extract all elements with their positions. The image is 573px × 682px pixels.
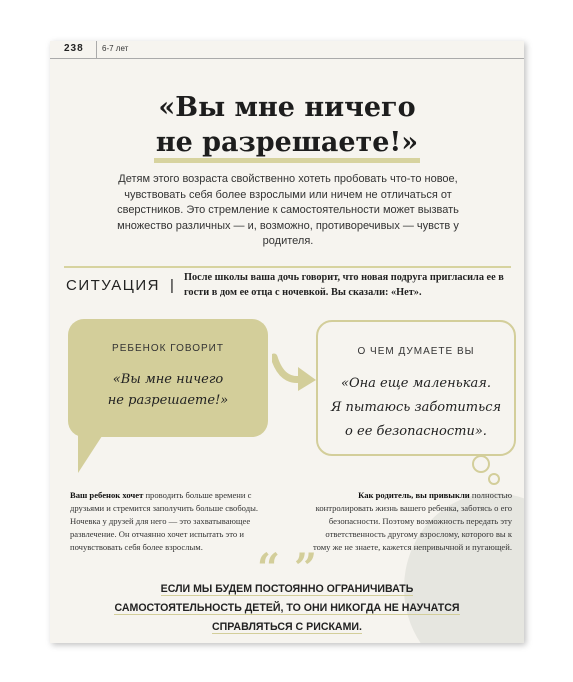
parent-bubble-quote [318, 372, 514, 444]
title-line-2-wrap [50, 125, 524, 160]
child-bubble-quote [68, 369, 268, 411]
pull-quote-line-1: ЕСЛИ МЫ БУДЕМ ПОСТОЯННО ОГРАНИЧИВАТЬ [160, 583, 414, 595]
header-divider [96, 41, 97, 58]
pull-quote [80, 580, 494, 637]
arrow-right-icon [272, 353, 318, 393]
parent-quote-line-1: «Она еще маленькая. [341, 376, 491, 391]
parent-explanation-lead: Как родитель, вы привыкли [358, 490, 470, 500]
title-line-1: «Вы мне ничего [158, 92, 416, 123]
child-speech-bubble [68, 319, 268, 437]
parent-quote-line-3: о ее безопасности». [345, 424, 487, 439]
parent-bubble-label: О ЧЕМ ДУМАЕТЕ ВЫ [357, 346, 475, 357]
child-explanation-text: проводить больше времени с друзьями и стремится заполучить больше свободы. Ночевка у друзей для него — это захватывающее развлечение. Он отчаянно хочет испытать это и почувствовать себя более взрослым. [70, 490, 259, 552]
situation-separator: | [170, 277, 174, 294]
pull-quote-line-3-wrap [80, 618, 494, 637]
parent-thought-bubble [316, 320, 516, 456]
page-number: 238 [64, 43, 84, 54]
quotation-marks-icon: “ ” [257, 545, 317, 592]
pull-quote-line-2: САМОСТОЯТЕЛЬНОСТЬ ДЕТЕЙ, ТО ОНИ НИКОГДА НЕ НАУЧАТСЯ [114, 602, 460, 614]
situation-divider [64, 266, 511, 268]
child-quote-line-2: не разрешаете!» [107, 393, 229, 408]
section-label: 6-7 лет [102, 44, 129, 53]
thought-bubble-dot-small [488, 473, 500, 485]
parent-explanation [306, 489, 512, 554]
child-explanation-lead: Ваш ребенок хочет [70, 490, 144, 500]
child-explanation [70, 489, 270, 554]
speech-bubble-tail [78, 433, 104, 473]
pull-quote-line-1-wrap [80, 580, 494, 599]
page-title [50, 90, 524, 160]
thought-bubble-dot-large [472, 455, 490, 473]
parent-explanation-text: полностью контролировать жизнь вашего ребенка, заботясь о его безопасности. Поэтому возможность передать эту ответственность другому взрослому, которого вы к тому же не знаете, кажется непривычной и пугающей. [312, 490, 512, 552]
parent-quote-line-2: Я пытаюсь заботиться [330, 400, 502, 415]
pull-quote-line-2-wrap [80, 599, 494, 618]
pull-quote-line-3: СПРАВЛЯТЬСЯ С РИСКАМИ. [212, 621, 362, 633]
child-quote-line-1: «Вы мне ничего [112, 372, 224, 387]
child-bubble-label: РЕБЕНОК ГОВОРИТ [112, 343, 224, 354]
page-header [50, 41, 524, 59]
situation-label: СИТУАЦИЯ [66, 277, 161, 294]
situation-text: После школы ваша дочь говорит, что новая подруга пригласила ее в гости в дом ее отца с ночевкой. Вы сказали: «Нет». [184, 272, 504, 298]
book-page [50, 41, 524, 643]
intro-paragraph: Детям этого возраста свойственно хотеть пробовать что-то новое, чувствовать себя более взрослыми или ничем не отличаться от сверстников. Это стремление к самостоятельности может вызвать множество различных — и, возможно, противоречивых — чувств у родителя. [117, 173, 459, 247]
title-line-2: не разрешаете!» [154, 127, 420, 163]
